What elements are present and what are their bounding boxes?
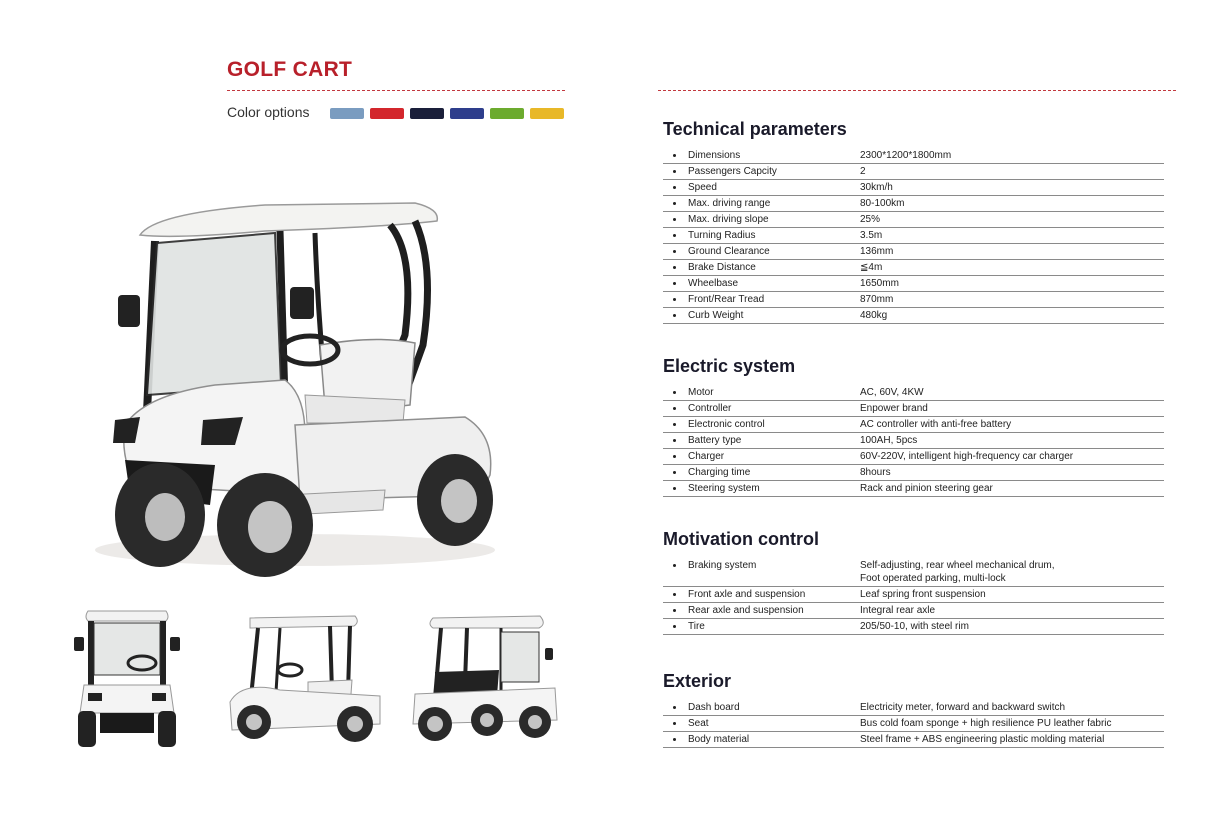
- spec-section: [663, 119, 1164, 324]
- bullet-icon: [673, 234, 676, 237]
- spec-value: Self-adjusting, rear wheel mechanical drum, Foot operated parking, multi-lock: [860, 560, 1055, 584]
- spec-value: AC controller with anti-free battery: [860, 419, 1012, 430]
- spec-row: [663, 449, 1164, 465]
- color-swatch: [530, 108, 564, 119]
- spec-row: [663, 587, 1164, 603]
- spec-label: Passengers Capcity: [688, 166, 777, 177]
- color-swatch: [330, 108, 364, 119]
- spec-value: 205/50-10, with steel rim: [860, 621, 969, 632]
- spec-row: [663, 433, 1164, 449]
- spec-label: Steering system: [688, 483, 760, 494]
- bullet-icon: [673, 564, 676, 567]
- bullet-icon: [673, 266, 676, 269]
- spec-section: [663, 356, 1164, 497]
- spec-row: [663, 700, 1164, 716]
- spec-row: [663, 481, 1164, 497]
- spec-row: [663, 196, 1164, 212]
- bullet-icon: [673, 218, 676, 221]
- spec-label: Charger: [688, 451, 725, 462]
- spec-label: Curb Weight: [688, 310, 744, 321]
- color-swatch: [370, 108, 404, 119]
- bullet-icon: [673, 391, 676, 394]
- bullet-icon: [673, 722, 676, 725]
- color-options-label: Color options: [227, 104, 310, 120]
- spec-value: Leaf spring front suspension: [860, 589, 986, 600]
- spec-value: 2: [860, 166, 866, 177]
- spec-row: [663, 417, 1164, 433]
- spec-row: [663, 148, 1164, 164]
- spec-label: Rear axle and suspension: [688, 605, 804, 616]
- color-swatch: [490, 108, 524, 119]
- bullet-icon: [673, 455, 676, 458]
- spec-label: Front/Rear Tread: [688, 294, 765, 305]
- section-title: Electric system: [663, 356, 796, 376]
- spec-label: Dimensions: [688, 150, 741, 161]
- spec-label: Wheelbase: [688, 278, 739, 289]
- spec-label: Dash board: [688, 702, 740, 713]
- spec-row: [663, 558, 1164, 587]
- spec-row: [663, 212, 1164, 228]
- spec-value: 25%: [860, 214, 881, 225]
- bullet-icon: [673, 170, 676, 173]
- color-swatch: [450, 108, 484, 119]
- section-title: Motivation control: [663, 529, 819, 549]
- spec-value: Bus cold foam sponge + high resilience PU leather fabric: [860, 718, 1112, 729]
- spec-label: Speed: [688, 182, 717, 193]
- bullet-icon: [673, 202, 676, 205]
- color-swatch: [410, 108, 444, 119]
- spec-row: [663, 276, 1164, 292]
- spec-value: 100AH, 5pcs: [860, 435, 918, 446]
- spec-section: [663, 671, 1164, 748]
- spec-row: [663, 732, 1164, 748]
- spec-label: Tire: [688, 621, 705, 632]
- spec-value: 2300*1200*1800mm: [860, 150, 952, 161]
- spec-label: Brake Distance: [688, 262, 756, 273]
- spec-label: Turning Radius: [688, 230, 756, 241]
- golf-cart-side-image: [220, 612, 390, 747]
- spec-row: [663, 603, 1164, 619]
- bullet-icon: [673, 609, 676, 612]
- spec-value: AC, 60V, 4KW: [860, 387, 924, 398]
- golf-cart-main-image: [85, 195, 505, 580]
- spec-label: Charging time: [688, 467, 751, 478]
- spec-row: [663, 292, 1164, 308]
- spec-label: Electronic control: [688, 419, 765, 430]
- spec-value: Integral rear axle: [860, 605, 936, 616]
- spec-value: 8hours: [860, 467, 891, 478]
- spec-row: [663, 401, 1164, 417]
- spec-value: 3.5m: [860, 230, 883, 241]
- spec-row: [663, 244, 1164, 260]
- spec-value: Rack and pinion steering gear: [860, 483, 993, 494]
- spec-value: 30km/h: [860, 182, 893, 193]
- spec-value: 60V-220V, intelligent high-frequency car charger: [860, 451, 1074, 462]
- spec-value: 870mm: [860, 294, 894, 305]
- page-title: GOLF CART: [227, 58, 353, 81]
- spec-label: Max. driving slope: [688, 214, 769, 225]
- spec-value: 480kg: [860, 310, 888, 321]
- spec-label: Body material: [688, 734, 750, 745]
- bullet-icon: [673, 298, 676, 301]
- spec-value: Electricity meter, forward and backward switch: [860, 702, 1066, 713]
- spec-value: 136mm: [860, 246, 894, 257]
- bullet-icon: [673, 471, 676, 474]
- golf-cart-rear-image: [405, 612, 565, 747]
- bullet-icon: [673, 423, 676, 426]
- bullet-icon: [673, 439, 676, 442]
- section-title: Technical parameters: [663, 119, 847, 139]
- spec-row: [663, 228, 1164, 244]
- bullet-icon: [673, 407, 676, 410]
- section-title: Exterior: [663, 671, 732, 691]
- bullet-icon: [673, 186, 676, 189]
- spec-row: [663, 619, 1164, 635]
- spec-row: [663, 180, 1164, 196]
- spec-value: 80-100km: [860, 198, 905, 209]
- spec-label: Motor: [688, 387, 714, 398]
- spec-row: [663, 385, 1164, 401]
- spec-row: [663, 716, 1164, 732]
- spec-value: ≦4m: [860, 262, 883, 273]
- bullet-icon: [673, 593, 676, 596]
- spec-label: Seat: [688, 718, 709, 729]
- bullet-icon: [673, 282, 676, 285]
- golf-cart-front-image: [70, 605, 185, 750]
- spec-value: 1650mm: [860, 278, 899, 289]
- left-dashed-divider: [227, 90, 565, 91]
- color-swatches: [330, 108, 564, 119]
- spec-value: Enpower brand: [860, 403, 928, 414]
- bullet-icon: [673, 706, 676, 709]
- spec-label: Battery type: [688, 435, 742, 446]
- bullet-icon: [673, 487, 676, 490]
- spec-label: Ground Clearance: [688, 246, 770, 257]
- bullet-icon: [673, 314, 676, 317]
- spec-value: Steel frame + ABS engineering plastic molding material: [860, 734, 1105, 745]
- right-dashed-divider: [658, 90, 1176, 91]
- spec-row: [663, 164, 1164, 180]
- bullet-icon: [673, 154, 676, 157]
- spec-label: Front axle and suspension: [688, 589, 806, 600]
- spec-row: [663, 260, 1164, 276]
- spec-row: [663, 465, 1164, 481]
- spec-row: [663, 308, 1164, 324]
- bullet-icon: [673, 738, 676, 741]
- bullet-icon: [673, 625, 676, 628]
- spec-label: Braking system: [688, 560, 757, 571]
- bullet-icon: [673, 250, 676, 253]
- spec-label: Controller: [688, 403, 732, 414]
- spec-label: Max. driving range: [688, 198, 771, 209]
- spec-section: [663, 529, 1164, 635]
